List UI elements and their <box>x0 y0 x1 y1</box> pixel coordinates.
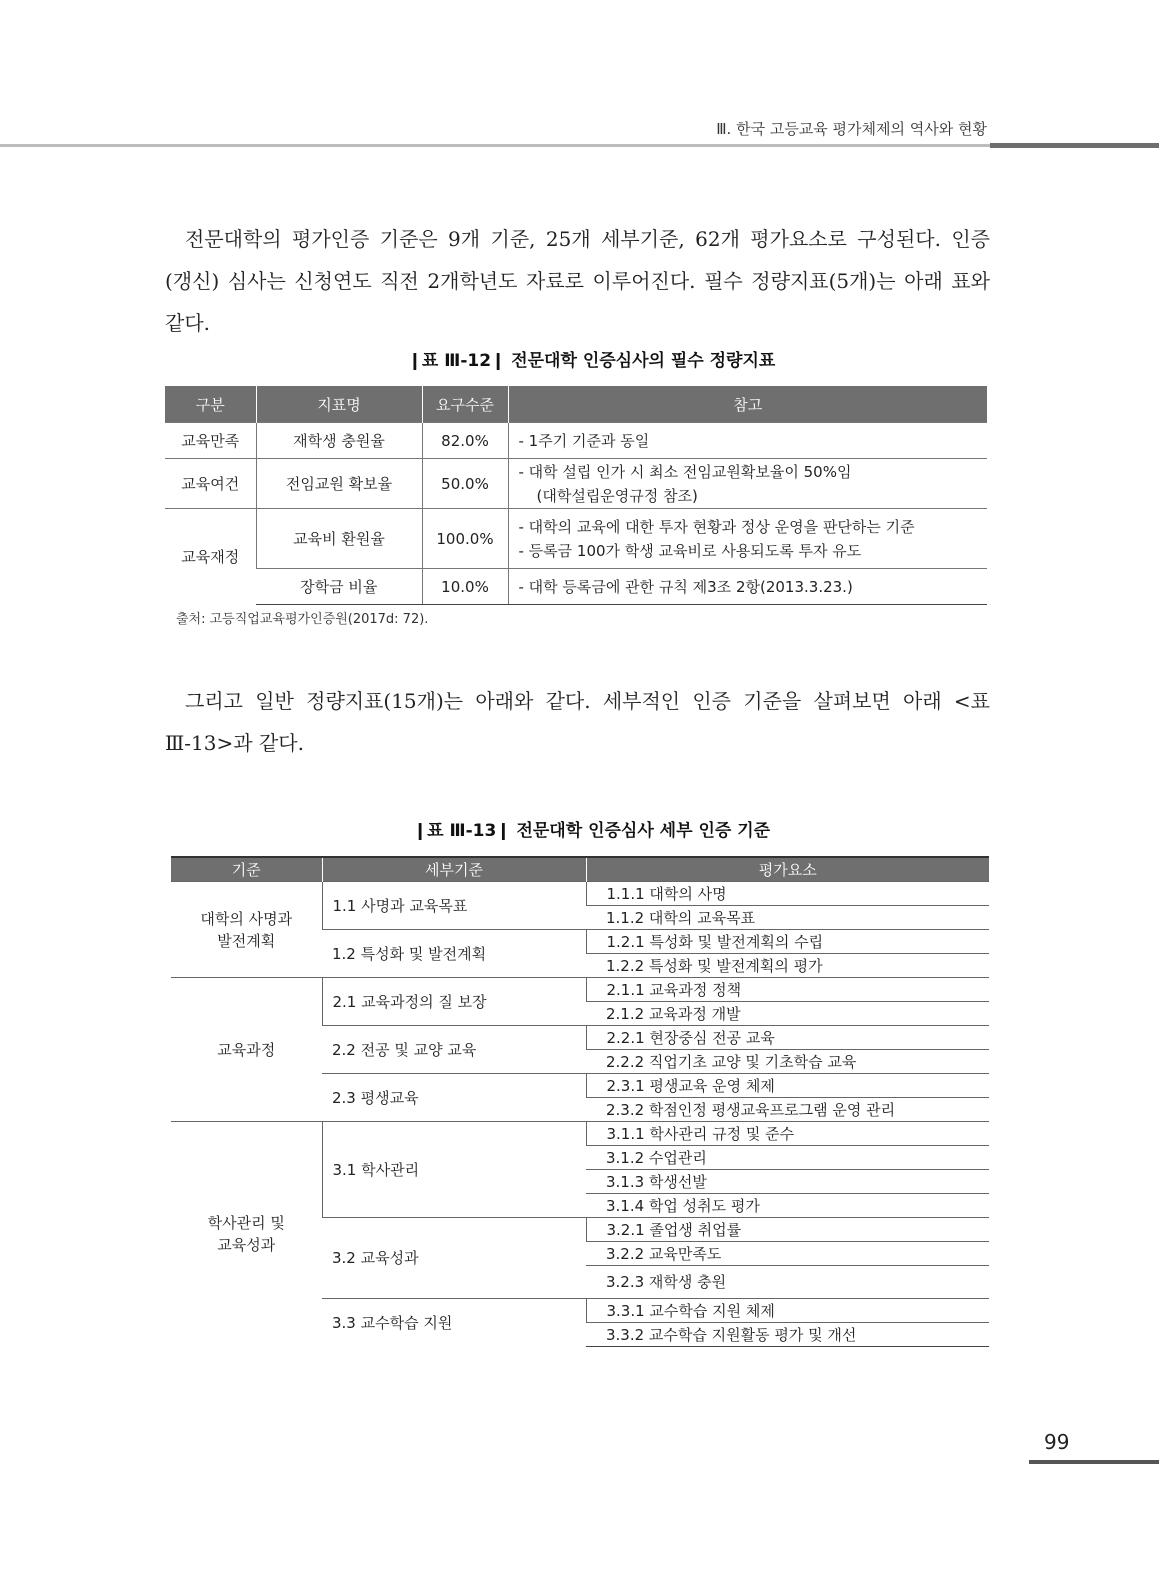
criterion-cell: 교육과정 <box>171 978 322 1122</box>
criterion-line: 대학의 사명과 <box>200 909 293 928</box>
indicator-name: 교육비 환원율 <box>256 509 422 569</box>
element-cell: 2.1.2 교육과정 개발 <box>586 1002 989 1026</box>
element-cell: 1.2.1 특성화 및 발전계획의 수립 <box>586 930 989 954</box>
sub-criterion-cell: 2.2 전공 및 교양 교육 <box>322 1026 586 1074</box>
note-line: (대학설립운영규정 참조) <box>536 486 698 505</box>
criterion-line: 학사관리 및 <box>207 1214 285 1233</box>
note-line: - 1주기 기준과 동일 <box>518 431 650 450</box>
table-row <box>165 423 987 459</box>
sub-criterion-cell: 3.2 교육성과 <box>322 1218 586 1299</box>
element-cell: 3.1.4 학업 성취도 평가 <box>586 1194 989 1218</box>
table-13 <box>171 856 989 1347</box>
element-cell: 2.3.1 평생교육 운영 체제 <box>586 1074 989 1098</box>
table-header-row <box>171 857 989 882</box>
note-cell <box>508 569 987 605</box>
indicator-name: 전임교원 확보율 <box>256 459 422 509</box>
category-cell: 교육재정 <box>165 509 256 605</box>
column-header: 기준 <box>171 857 322 882</box>
element-cell: 3.2.1 졸업생 취업률 <box>586 1218 989 1242</box>
table-row <box>165 459 987 509</box>
table-row <box>171 882 989 906</box>
element-cell: 2.3.2 학점인정 평생교육프로그램 운영 관리 <box>586 1098 989 1122</box>
table-header-row <box>165 386 987 423</box>
table-row <box>171 978 989 1002</box>
element-cell: 2.2.1 현장중심 전공 교육 <box>586 1026 989 1050</box>
indicator-name: 장학금 비율 <box>256 569 422 605</box>
element-cell: 3.2.3 재학생 충원 <box>586 1266 989 1299</box>
required-level: 10.0% <box>422 569 508 605</box>
element-cell: 2.1.1 교육과정 정책 <box>586 978 989 1002</box>
element-cell: 3.2.2 교육만족도 <box>586 1242 989 1266</box>
running-header: Ⅲ. 한국 고등교육 평가체제의 역사와 현황 <box>716 120 987 138</box>
required-level: 50.0% <box>422 459 508 509</box>
note-line: - 대학 등록금에 관한 규칙 제3조 2항(2013.3.23.) <box>518 577 853 596</box>
note-line: - 대학 설립 인가 시 최소 전임교원확보율이 50%임 <box>518 462 852 481</box>
note-cell <box>508 509 987 569</box>
element-cell: 3.3.2 교수학습 지원활동 평가 및 개선 <box>586 1323 989 1347</box>
column-header: 요구수준 <box>422 386 508 423</box>
criterion-cell <box>171 1122 322 1347</box>
element-cell: 1.1.2 대학의 교육목표 <box>586 906 989 930</box>
sub-criterion-cell: 2.1 교육과정의 질 보장 <box>322 978 586 1026</box>
table-12-title: ❙표 Ⅲ-12❙ 전문대학 인증심사의 필수 정량지표 <box>407 351 776 371</box>
table-row <box>165 509 987 569</box>
criterion-cell <box>171 882 322 978</box>
element-cell: 1.2.2 특성화 및 발전계획의 평가 <box>586 954 989 978</box>
category-cell: 교육만족 <box>165 423 256 459</box>
note-line: - 등록금 100가 학생 교육비로 사용되도록 투자 유도 <box>518 541 862 560</box>
element-cell: 3.1.3 학생선발 <box>586 1170 989 1194</box>
element-cell: 3.3.1 교수학습 지원 체제 <box>586 1299 989 1323</box>
body-paragraph-1: 전문대학의 평가인증 기준은 9개 기준, 25개 세부기준, 62개 평가요소로 구성된다. 인증(갱신) 심사는 신청연도 직전 2개학년도 자료로 이루어진다. 필수 정량지표(5개)는 아래 표와 같다. <box>165 227 990 335</box>
element-cell: 3.1.2 수업관리 <box>586 1146 989 1170</box>
column-header: 지표명 <box>256 386 422 423</box>
note-line: - 대학의 교육에 대한 투자 현황과 정상 운영을 판단하는 기준 <box>518 517 915 536</box>
column-header: 참고 <box>508 386 987 423</box>
sub-criterion-cell: 3.3 교수학습 지원 <box>322 1299 586 1347</box>
column-header: 구분 <box>165 386 256 423</box>
sub-criterion-cell: 1.2 특성화 및 발전계획 <box>322 930 586 978</box>
element-cell: 3.1.1 학사관리 규정 및 준수 <box>586 1122 989 1146</box>
header-rule-accent <box>990 143 1159 148</box>
required-level: 100.0% <box>422 509 508 569</box>
element-cell: 1.1.1 대학의 사명 <box>586 882 989 906</box>
table-row <box>171 1122 989 1146</box>
required-level: 82.0% <box>422 423 508 459</box>
sub-criterion-cell: 1.1 사명과 교육목표 <box>322 882 586 930</box>
criterion-line: 교육성과 <box>217 1236 276 1255</box>
body-paragraph-2: 그리고 일반 정량지표(15개)는 아래와 같다. 세부적인 인증 기준을 살펴보면 아래 <표 Ⅲ-13>과 같다. <box>165 689 990 755</box>
element-cell: 2.2.2 직업기초 교양 및 기초학습 교육 <box>586 1050 989 1074</box>
footer-rule <box>1029 1460 1159 1464</box>
column-header: 세부기준 <box>322 857 586 882</box>
header-rule <box>0 144 990 147</box>
table-13-title: ❙표 Ⅲ-13❙ 전문대학 인증심사 세부 인증 기준 <box>412 821 771 841</box>
column-header: 평가요소 <box>586 857 989 882</box>
sub-criterion-cell: 3.1 학사관리 <box>322 1122 586 1218</box>
note-cell <box>508 459 987 509</box>
table-12 <box>165 386 987 605</box>
page-number: 99 <box>1044 1430 1070 1454</box>
criterion-line: 발전계획 <box>217 931 276 950</box>
table-source: 출처: 고등직업교육평가인증원(2017d: 72). <box>176 612 429 627</box>
indicator-name: 재학생 충원율 <box>256 423 422 459</box>
sub-criterion-cell: 2.3 평생교육 <box>322 1074 586 1122</box>
category-cell: 교육여건 <box>165 459 256 509</box>
note-cell <box>508 423 987 459</box>
table-row <box>165 569 987 605</box>
